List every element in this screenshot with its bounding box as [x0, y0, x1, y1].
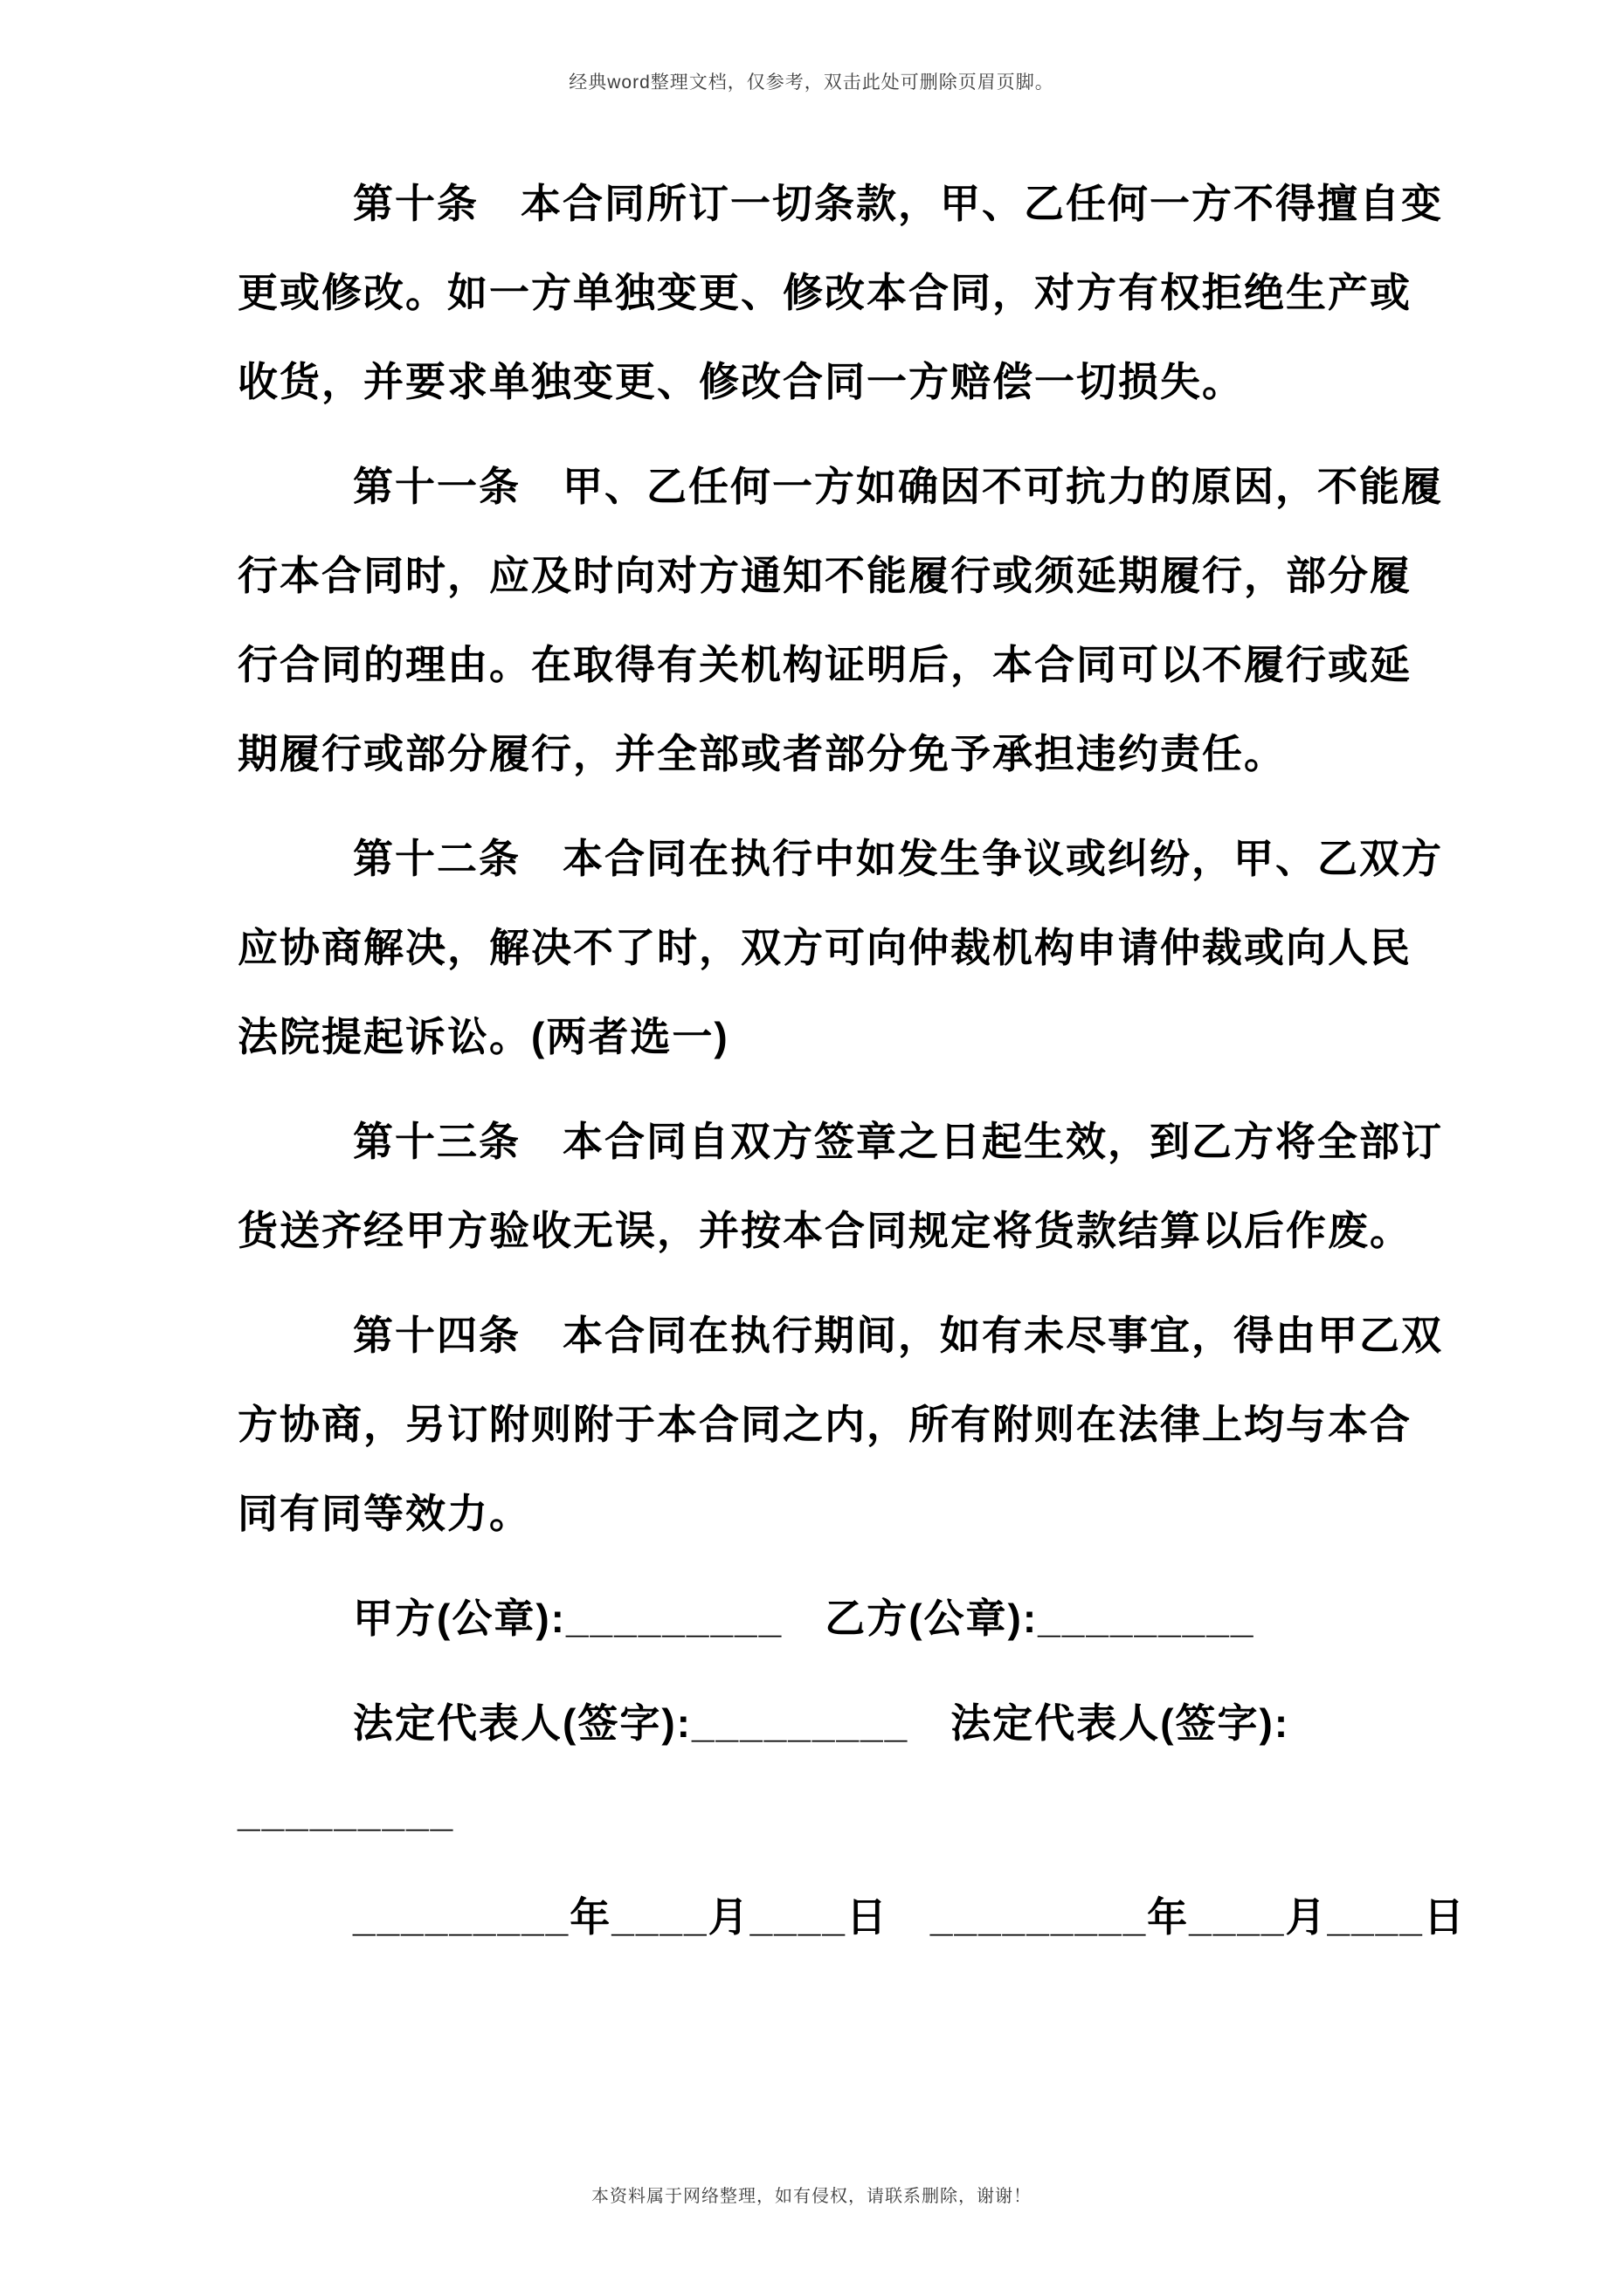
contract-line: 同有同等效力。	[238, 1491, 531, 1536]
contract-line: 期履行或部分履行，并全部或者部分免予承担违约责任。	[238, 731, 1286, 776]
representative-signature-line: 法定代表人(签字):_________ 法定代表人(签字):	[353, 1700, 1290, 1746]
contract-line: 行合同的理由。在取得有关机构证明后，本合同可以不履行或延	[238, 642, 1412, 687]
page-footer-note: 本资料属于网络整理，如有侵权，请联系删除，谢谢！	[591, 2187, 1032, 2206]
contract-line: 第十二条 本合同在执行中如发生争议或纠纷，甲、乙双方	[353, 836, 1443, 881]
contract-line: 货送齐经甲方验收无误，并按本合同规定将货款结算以后作废。	[238, 1208, 1412, 1253]
article-12-paragraph	[238, 814, 1443, 1081]
article-11-paragraph	[238, 442, 1443, 798]
contract-line: 应协商解决，解决不了时，双方可向仲裁机构申请仲裁或向人民	[238, 925, 1412, 970]
contract-line: 法院提起诉讼。(两者选一)	[238, 1014, 729, 1059]
contract-body	[238, 159, 1466, 1977]
representative-signature-wrap-line: _________	[238, 1789, 455, 1835]
page-header-note: 经典word整理文档，仅参考，双击此处可删除页眉页脚。	[569, 72, 1054, 93]
article-13-paragraph	[238, 1097, 1443, 1275]
contract-line: 收货，并要求单独变更、修改合同一方赔偿一切损失。	[238, 359, 1244, 404]
contract-line: 第十条 本合同所订一切条款，甲、乙任何一方不得擅自变	[353, 181, 1443, 226]
contract-line: 第十三条 本合同自双方签章之日起生效，到乙方将全部订	[353, 1119, 1443, 1164]
representative-signature-paragraph	[238, 1679, 1391, 1857]
contract-line: 第十一条 甲、乙任何一方如确因不可抗力的原因，不能履	[353, 464, 1443, 509]
article-10-paragraph	[238, 159, 1443, 426]
contract-line: 方协商，另订附则附于本合同之内，所有附则在法律上均与本合	[238, 1402, 1412, 1447]
date-paragraph	[238, 1872, 1466, 1962]
article-14-paragraph	[238, 1291, 1443, 1558]
seal-signature-line: 甲方(公章):_________ 乙方(公章):_________	[353, 1596, 1255, 1641]
date-line: _________年____月____日 _________年____月____日	[353, 1894, 1466, 1940]
contract-line: 第十四条 本合同在执行期间，如有未尽事宜，得由甲乙双	[353, 1313, 1443, 1358]
seal-signature-paragraph	[238, 1574, 1391, 1663]
contract-line: 更或修改。如一方单独变更、修改本合同，对方有权拒绝生产或	[238, 270, 1412, 315]
contract-line: 行本合同时，应及时向对方通知不能履行或须延期履行，部分履	[238, 553, 1412, 598]
